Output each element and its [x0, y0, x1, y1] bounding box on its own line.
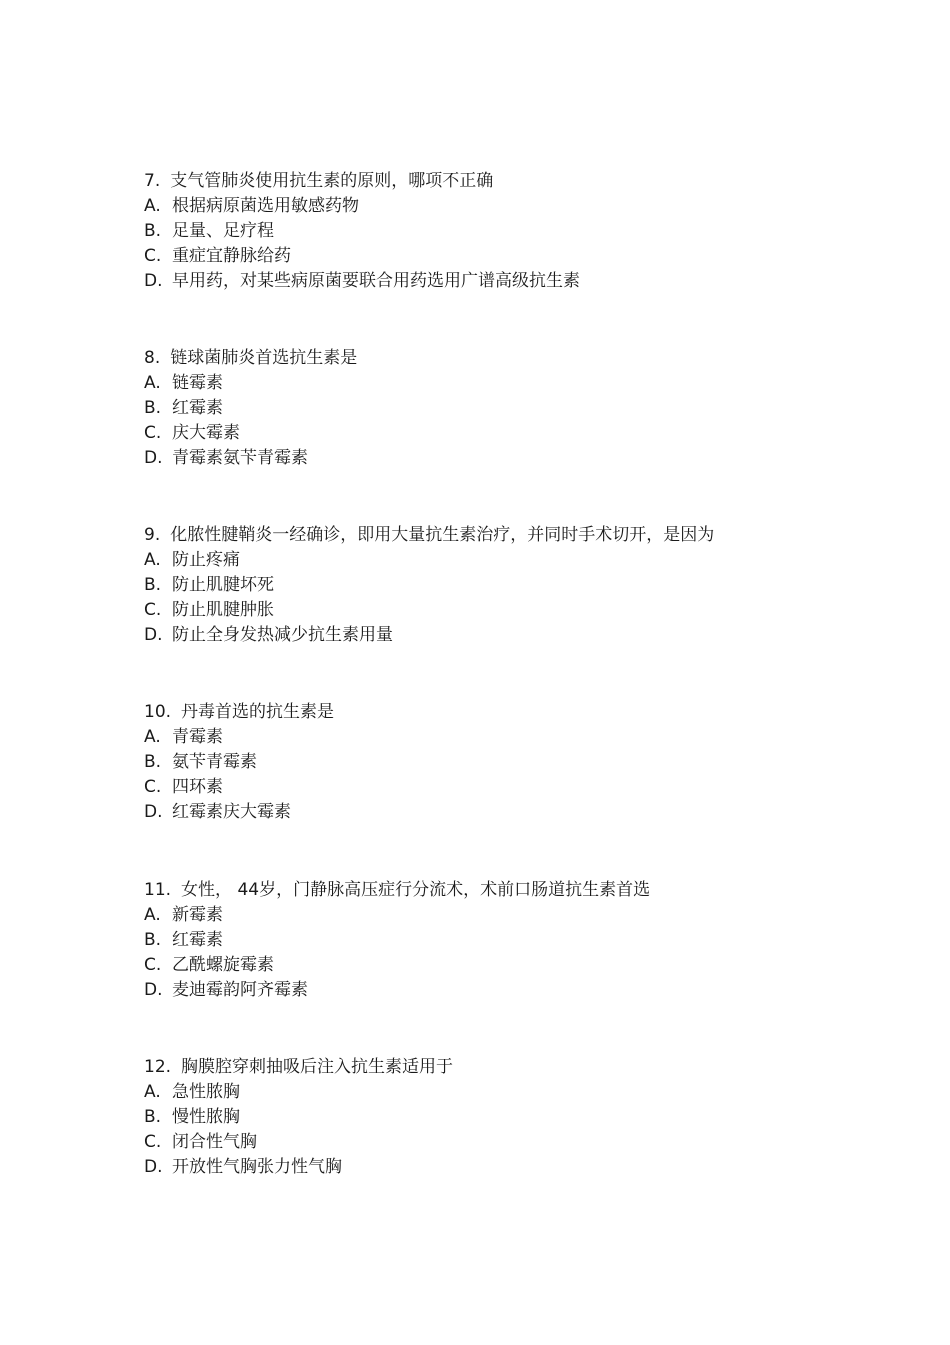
option-text: 红霉素	[172, 930, 223, 950]
option-d	[144, 623, 904, 648]
option-c	[144, 775, 904, 800]
question-number: 12.	[144, 1057, 172, 1077]
option-b	[144, 928, 904, 953]
option-letter: B.	[144, 752, 162, 772]
option-text: 四环素	[172, 777, 223, 797]
option-text: 防止肌腱坏死	[172, 575, 274, 595]
option-c	[144, 953, 904, 978]
option-letter: C.	[144, 1132, 162, 1152]
option-letter: B.	[144, 575, 162, 595]
option-text: 闭合性气胸	[172, 1132, 257, 1152]
option-b	[144, 573, 904, 598]
question-stem	[144, 169, 904, 194]
question-number: 10.	[144, 702, 172, 722]
option-letter: D.	[144, 802, 163, 822]
option-text: 防止肌腱肿胀	[172, 600, 274, 620]
option-text: 根据病原菌选用敏感药物	[172, 196, 359, 216]
question-text: 支气管肺炎使用抗生素的原则，哪项不正确	[170, 171, 494, 191]
option-letter: C.	[144, 423, 162, 443]
option-text: 庆大霉素	[172, 423, 240, 443]
option-letter: C.	[144, 600, 162, 620]
option-text: 链霉素	[172, 373, 223, 393]
question-7	[144, 169, 904, 294]
option-a	[144, 903, 904, 928]
question-10	[144, 700, 904, 825]
option-letter: A.	[144, 196, 161, 216]
option-letter: C.	[144, 777, 162, 797]
option-a	[144, 1080, 904, 1105]
option-d	[144, 978, 904, 1003]
option-letter: C.	[144, 246, 162, 266]
question-stem	[144, 1055, 904, 1080]
option-text: 红霉素庆大霉素	[172, 802, 291, 822]
option-letter: D.	[144, 448, 163, 468]
option-letter: A.	[144, 905, 161, 925]
option-letter: A.	[144, 1082, 161, 1102]
option-d	[144, 800, 904, 825]
question-stem	[144, 700, 904, 725]
option-b	[144, 219, 904, 244]
option-c	[144, 244, 904, 269]
option-letter: B.	[144, 930, 162, 950]
question-9	[144, 523, 904, 648]
option-letter: D.	[144, 1157, 163, 1177]
option-text: 新霉素	[172, 905, 223, 925]
option-letter: A.	[144, 727, 161, 747]
question-text: 链球菌肺炎首选抗生素是	[170, 348, 358, 368]
question-text: 女性， 44岁，门静脉高压症行分流术，术前口肠道抗生素首选	[181, 880, 651, 900]
option-text: 慢性脓胸	[172, 1107, 240, 1127]
option-a	[144, 725, 904, 750]
option-c	[144, 598, 904, 623]
option-letter: D.	[144, 625, 163, 645]
question-number: 7.	[144, 171, 161, 191]
option-letter: B.	[144, 221, 162, 241]
question-11	[144, 878, 904, 1003]
question-12	[144, 1055, 904, 1180]
option-text: 乙酰螺旋霉素	[172, 955, 274, 975]
option-letter: B.	[144, 1107, 162, 1127]
option-text: 开放性气胸张力性气胸	[172, 1157, 342, 1177]
option-a	[144, 371, 904, 396]
option-b	[144, 396, 904, 421]
option-d	[144, 269, 904, 294]
option-text: 青霉素氨苄青霉素	[172, 448, 308, 468]
option-d	[144, 446, 904, 471]
question-number: 9.	[144, 525, 161, 545]
option-text: 氨苄青霉素	[172, 752, 257, 772]
question-number: 8.	[144, 348, 161, 368]
question-text: 化脓性腱鞘炎一经确诊，即用大量抗生素治疗，并同时手术切开，是因为	[170, 525, 715, 545]
option-b	[144, 1105, 904, 1130]
option-a	[144, 194, 904, 219]
option-c	[144, 1130, 904, 1155]
question-text: 丹毒首选的抗生素是	[181, 702, 335, 722]
option-d	[144, 1155, 904, 1180]
option-text: 麦迪霉韵阿齐霉素	[172, 980, 308, 1000]
option-b	[144, 750, 904, 775]
option-a	[144, 548, 904, 573]
option-letter: A.	[144, 550, 161, 570]
option-text: 防止全身发热减少抗生素用量	[172, 625, 393, 645]
option-c	[144, 421, 904, 446]
question-stem	[144, 346, 904, 371]
option-text: 早用药，对某些病原菌要联合用药选用广谱高级抗生素	[172, 271, 580, 291]
option-text: 急性脓胸	[172, 1082, 240, 1102]
option-text: 重症宜静脉给药	[172, 246, 291, 266]
question-text: 胸膜腔穿刺抽吸后注入抗生素适用于	[181, 1057, 454, 1077]
option-letter: D.	[144, 980, 163, 1000]
question-stem	[144, 878, 904, 903]
option-letter: D.	[144, 271, 163, 291]
option-letter: A.	[144, 373, 161, 393]
option-text: 足量、足疗程	[172, 221, 274, 241]
question-stem	[144, 523, 904, 548]
option-letter: B.	[144, 398, 162, 418]
question-number: 11.	[144, 880, 172, 900]
question-8	[144, 346, 904, 471]
option-text: 防止疼痛	[172, 550, 240, 570]
option-text: 红霉素	[172, 398, 223, 418]
option-text: 青霉素	[172, 727, 223, 747]
option-letter: C.	[144, 955, 162, 975]
